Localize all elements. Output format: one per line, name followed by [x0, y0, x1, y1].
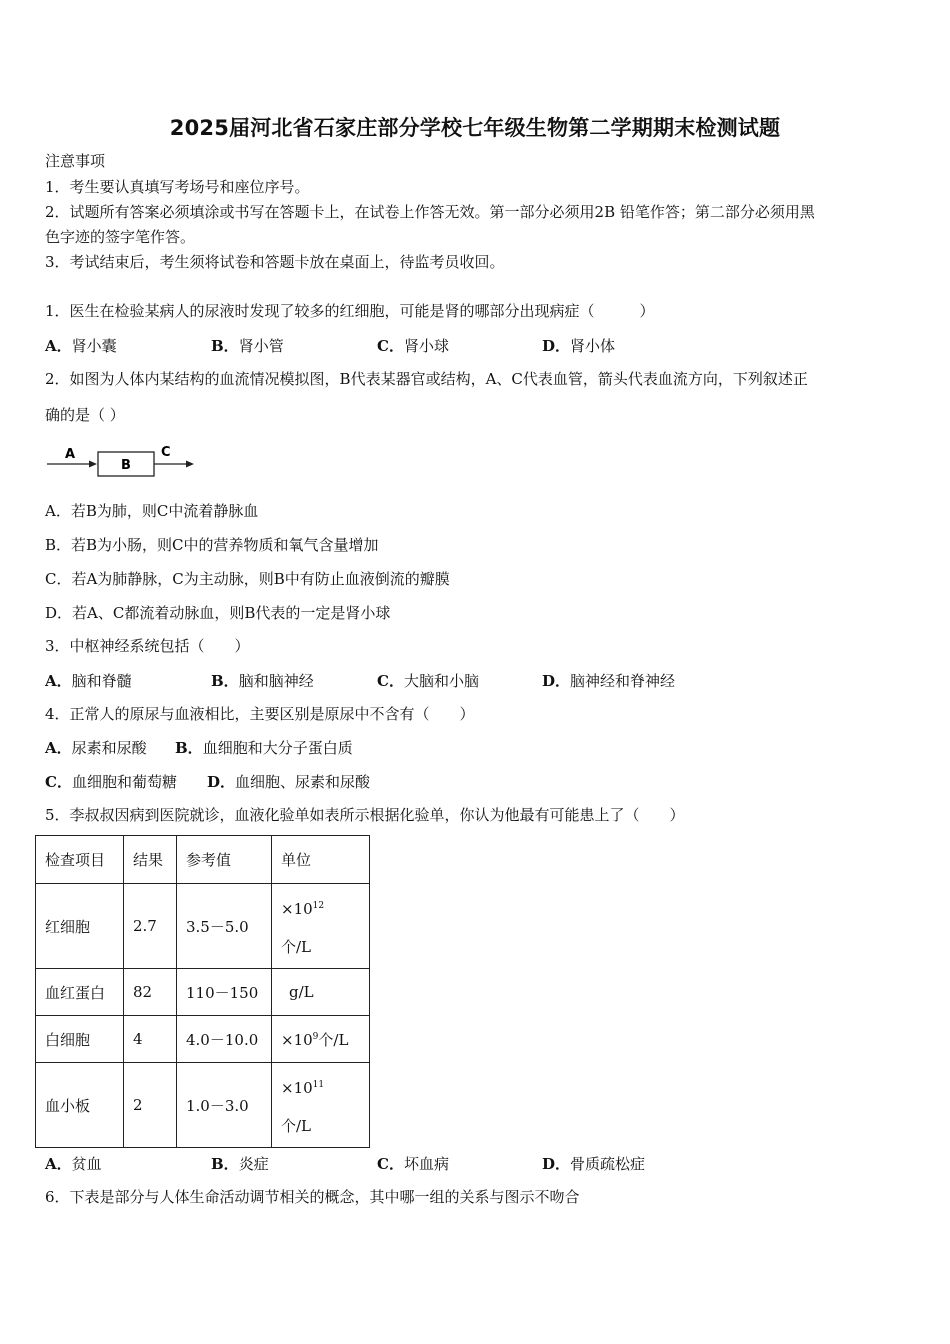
q1-option-b: B．肾小管	[211, 337, 284, 355]
table-cell-ref: 110－150	[177, 969, 272, 1016]
question-2-stem-cont: 确的是（ ）	[45, 406, 125, 424]
q2-option-c: C．若A为肺静脉，C为主动脉，则B中有防止血液倒流的瓣膜	[45, 570, 450, 588]
notice-item: 3．考试结束后，考生须将试卷和答题卡放在桌面上，待监考员收回。	[45, 253, 505, 271]
notice-heading: 注意事项	[45, 152, 106, 170]
q3-option-a: A．脑和脊髓	[45, 672, 132, 690]
q1-option-c: C．肾小球	[377, 337, 449, 355]
q5-option-c: C．坏血病	[377, 1155, 449, 1173]
table-cell-unit: g/L	[272, 969, 370, 1016]
q3-option-c: C．大脑和小脑	[377, 672, 479, 690]
table-header-row	[36, 836, 370, 884]
q4-option-c: C．血细胞和葡萄糖	[45, 773, 177, 791]
table-cell-ref: 4.0－10.0	[177, 1016, 272, 1063]
table-header-cell: 结果	[124, 836, 177, 884]
question-3-stem: 3．中枢神经系统包括（ ）	[45, 637, 250, 655]
outflow-arrow-head	[186, 461, 194, 468]
diagram-label-c: C	[161, 445, 171, 460]
q1-option-a: A．肾小囊	[45, 337, 117, 355]
q3-option-d: D．脑神经和脊神经	[542, 672, 676, 690]
table-row	[36, 1016, 370, 1063]
q5-option-a: A．贫血	[45, 1155, 102, 1173]
table-row	[36, 884, 370, 969]
notice-item: 色字迹的签字笔作答。	[45, 228, 196, 246]
question-4-stem: 4．正常人的原尿与血液相比，主要区别是原尿中不含有（ ）	[45, 705, 475, 723]
table-cell-item: 红细胞	[36, 884, 124, 969]
question-2-stem: 2．如图为人体内某结构的血流情况模拟图，B代表某器官或结构，A、C代表血管，箭头代表血流方向，下列叙述正	[45, 370, 808, 388]
blood-test-table	[35, 835, 370, 1148]
table-row	[36, 969, 370, 1016]
diagram-label-a: A	[65, 447, 76, 462]
question-5-stem: 5．李叔叔因病到医院就诊，血液化验单如表所示根据化验单，你认为他最有可能患上了（ ）	[45, 806, 685, 824]
q1-option-d: D．肾小体	[542, 337, 616, 355]
table-cell-item: 血红蛋白	[36, 969, 124, 1016]
page-title: 2025届河北省石家庄部分学校七年级生物第二学期期末检测试题	[169, 116, 781, 140]
q4-option-a: A．尿素和尿酸	[45, 739, 147, 757]
blood-flow-diagram	[45, 440, 200, 480]
table-row	[36, 1063, 370, 1148]
q2-option-b: B．若B为小肠，则C中的营养物质和氧气含量增加	[45, 536, 379, 554]
diagram-label-b: B	[121, 458, 131, 473]
table-cell-result: 82	[124, 969, 177, 1016]
table-header-cell: 检查项目	[36, 836, 124, 884]
table-cell-item: 白细胞	[36, 1016, 124, 1063]
table-cell-unit: $\times 10^{12}$ 个/L	[272, 884, 370, 969]
table-header-cell: 单位	[272, 836, 370, 884]
q5-option-d: D．骨质疏松症	[542, 1155, 646, 1173]
q4-option-b: B．血细胞和大分子蛋白质	[175, 739, 353, 757]
q5-option-b: B．炎症	[211, 1155, 269, 1173]
notice-item: 1．考生要认真填写考场号和座位序号。	[45, 178, 310, 196]
inflow-arrow-head	[89, 461, 97, 468]
question-1-stem: 1．医生在检验某病人的尿液时发现了较多的红细胞，可能是肾的哪部分出现病症（ ）	[45, 302, 655, 320]
notice-item: 2．试题所有答案必须填涂或书写在答题卡上，在试卷上作答无效。第一部分必须用2B 铅笔作答；第二部分必须用黑	[45, 203, 815, 221]
table-cell-ref: 3.5－5.0	[177, 884, 272, 969]
q2-option-d: D．若A、C都流着动脉血，则B代表的一定是肾小球	[45, 604, 391, 622]
question-6-stem: 6．下表是部分与人体生命活动调节相关的概念，其中哪一组的关系与图示不吻合	[45, 1188, 580, 1206]
q2-option-a: A．若B为肺，则C中流着静脉血	[45, 502, 259, 520]
table-cell-unit: $\times 10^9$个/L	[272, 1016, 370, 1063]
table-cell-result: 2	[124, 1063, 177, 1148]
table-cell-item: 血小板	[36, 1063, 124, 1148]
table-cell-result: 4	[124, 1016, 177, 1063]
table-header-cell: 参考值	[177, 836, 272, 884]
q4-option-d: D．血细胞、尿素和尿酸	[207, 773, 371, 791]
table-cell-ref: 1.0－3.0	[177, 1063, 272, 1148]
table-cell-unit: $\times 10^{11}$ 个/L	[272, 1063, 370, 1148]
table-cell-result: 2.7	[124, 884, 177, 969]
q3-option-b: B．脑和脑神经	[211, 672, 314, 690]
